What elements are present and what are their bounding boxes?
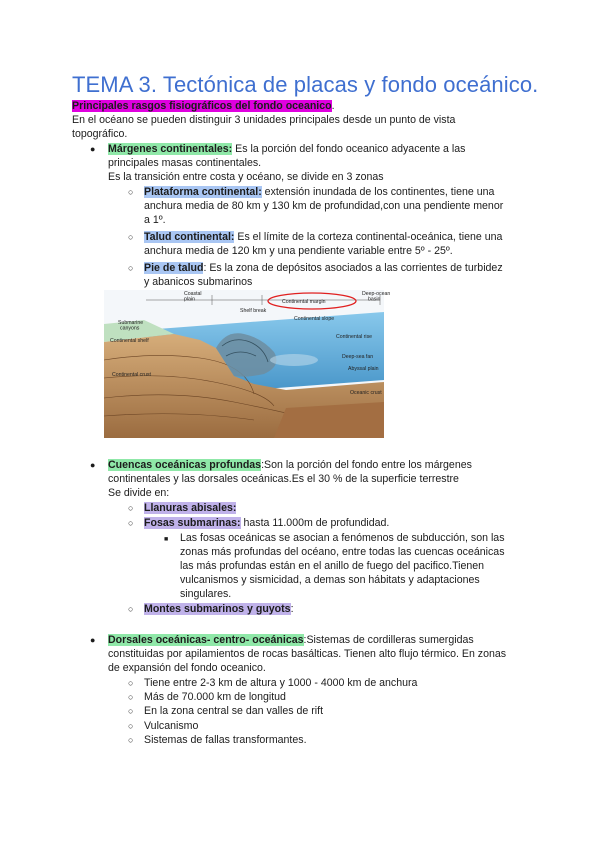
cuencas-line-1: Cuencas oceánicas profundas:Son la porción del fondo entre los márgenes	[108, 459, 472, 471]
margenes-line-1: Márgenes continentales: Es la porción del fondo oceanico adyacente a las	[108, 143, 466, 155]
bullet-circle-icon	[128, 231, 133, 244]
label-abyssal-plain: Abyssal plain	[348, 366, 379, 372]
section-heading-text: Principales rasgos fisiográficos del fondo oceanico	[72, 100, 332, 112]
dorsales-item: Vulcanismo	[144, 720, 199, 732]
bullet-disc-icon	[90, 634, 95, 647]
montes-line: Montes submarinos y guyots:	[144, 603, 294, 615]
deep-sea-fan	[270, 354, 318, 366]
fosas-line: Fosas submarinas: hasta 11.000m de profundidad.	[144, 517, 390, 529]
bullet-circle-icon	[128, 517, 133, 530]
label-continental-slope: Continental slope	[294, 316, 335, 322]
label-continental-rise: Continental rise	[336, 334, 373, 340]
dorsales-item: En la zona central se dan valles de rift	[144, 705, 324, 717]
dorsales-item: Más de 70.000 km de longitud	[144, 691, 286, 703]
bullet-circle-icon	[128, 186, 133, 199]
plataforma-line-3: a 1º.	[144, 214, 166, 226]
cuencas-line-2: continentales y las dorsales oceánicas.Es el 30 % de la superficie terrestre	[108, 473, 459, 485]
dorsales-line-1: Dorsales oceánicas- centro- oceánicas:Sistemas de cordilleras sumergidas	[108, 634, 474, 646]
pie-talud-line-1: Pie de talud: Es la zona de depósitos asociados a las corrientes de turbidez	[144, 262, 503, 274]
bullet-circle-icon	[128, 734, 133, 747]
section-heading: Principales rasgos fisiográficos del fondo oceanico.	[72, 100, 335, 112]
bullet-circle-icon	[128, 677, 133, 690]
talud-line-2: anchura media de 120 km y una pendiente variable entre 5º - 25º.	[144, 245, 453, 257]
plataforma-line-1: Plataforma continental: extensión inundada de los continentes, tiene una	[144, 186, 495, 198]
intro-line-2: topográfico.	[72, 128, 128, 140]
llanuras-line: Llanuras abisales:	[144, 502, 237, 514]
bullet-circle-icon	[128, 720, 133, 733]
dorsales-item: Sistemas de fallas transformantes.	[144, 734, 307, 746]
fosas-detail-4: vulcanismos y sismicidad, a demas son hábitats y adaptaciones	[180, 574, 480, 586]
intro-line-1: En el océano se pueden distinguir 3 unidades principales desde un punto de vista	[72, 114, 456, 126]
dorsales-item: Tiene entre 2-3 km de altura y 1000 - 4000 km de anchura	[144, 677, 418, 689]
label-oceanic-crust: Oceanic crust	[350, 390, 382, 396]
label-continental-margin: Continental margin	[282, 299, 326, 305]
fosas-detail-5: singulares.	[180, 588, 232, 600]
bullet-circle-icon	[128, 691, 133, 704]
page-title: TEMA 3. Tectónica de placas y fondo oceánico.	[72, 72, 539, 97]
label-continental-crust: Continental crust	[112, 372, 151, 378]
talud-line-1: Talud continental: Es el límite de la corteza continental-oceánica, tiene una	[144, 231, 503, 243]
bullet-circle-icon	[128, 705, 133, 718]
pie-talud-line-2: y abanicos submarinos	[144, 276, 253, 288]
fosas-detail-3: las más profundas están en el anillo de fuego del pacifico.Tienen	[180, 560, 485, 572]
label-continental-shelf: Continental shelf	[110, 338, 149, 344]
fosas-detail-2: zonas más profundas del océano, entre todas las cuencas oceánicas	[180, 546, 505, 558]
bullet-disc-icon	[90, 459, 95, 472]
dorsales-line-3: de expansión del fondo oceanico.	[108, 662, 266, 674]
bullet-square-icon	[164, 532, 168, 546]
bullet-circle-icon	[128, 262, 133, 275]
margenes-sub-intro: Es la transición entre costa y océano, se divide en 3 zonas	[108, 171, 384, 183]
fosas-detail-1: Las fosas oceánicas se asocian a fenómenos de subducción, son las	[180, 532, 505, 544]
label-submarine-canyons: Submarine canyons	[118, 320, 144, 332]
dorsales-line-2: constituidas por apilamientos de rocas basálticas. Tienen alto flujo térmico. En zonas	[108, 648, 507, 660]
label-deep-ocean-basin: Deep-ocean basin	[362, 291, 391, 303]
label-deep-sea-fan: Deep-sea fan	[342, 354, 374, 360]
cuencas-sub-intro: Se divide en:	[108, 487, 170, 499]
bullet-circle-icon	[128, 502, 133, 515]
label-shelf-break: Shelf break	[240, 308, 267, 314]
continental-margin-diagram	[104, 290, 391, 438]
label-coastal-plain: Coastal plain	[184, 291, 202, 303]
margenes-line-2: principales masas continentales.	[108, 157, 262, 169]
bullet-disc-icon	[90, 143, 95, 156]
bullet-circle-icon	[128, 603, 133, 616]
plataforma-line-2: anchura media de 80 km y 130 km de profundidad,con una pendiente menor	[144, 200, 504, 212]
